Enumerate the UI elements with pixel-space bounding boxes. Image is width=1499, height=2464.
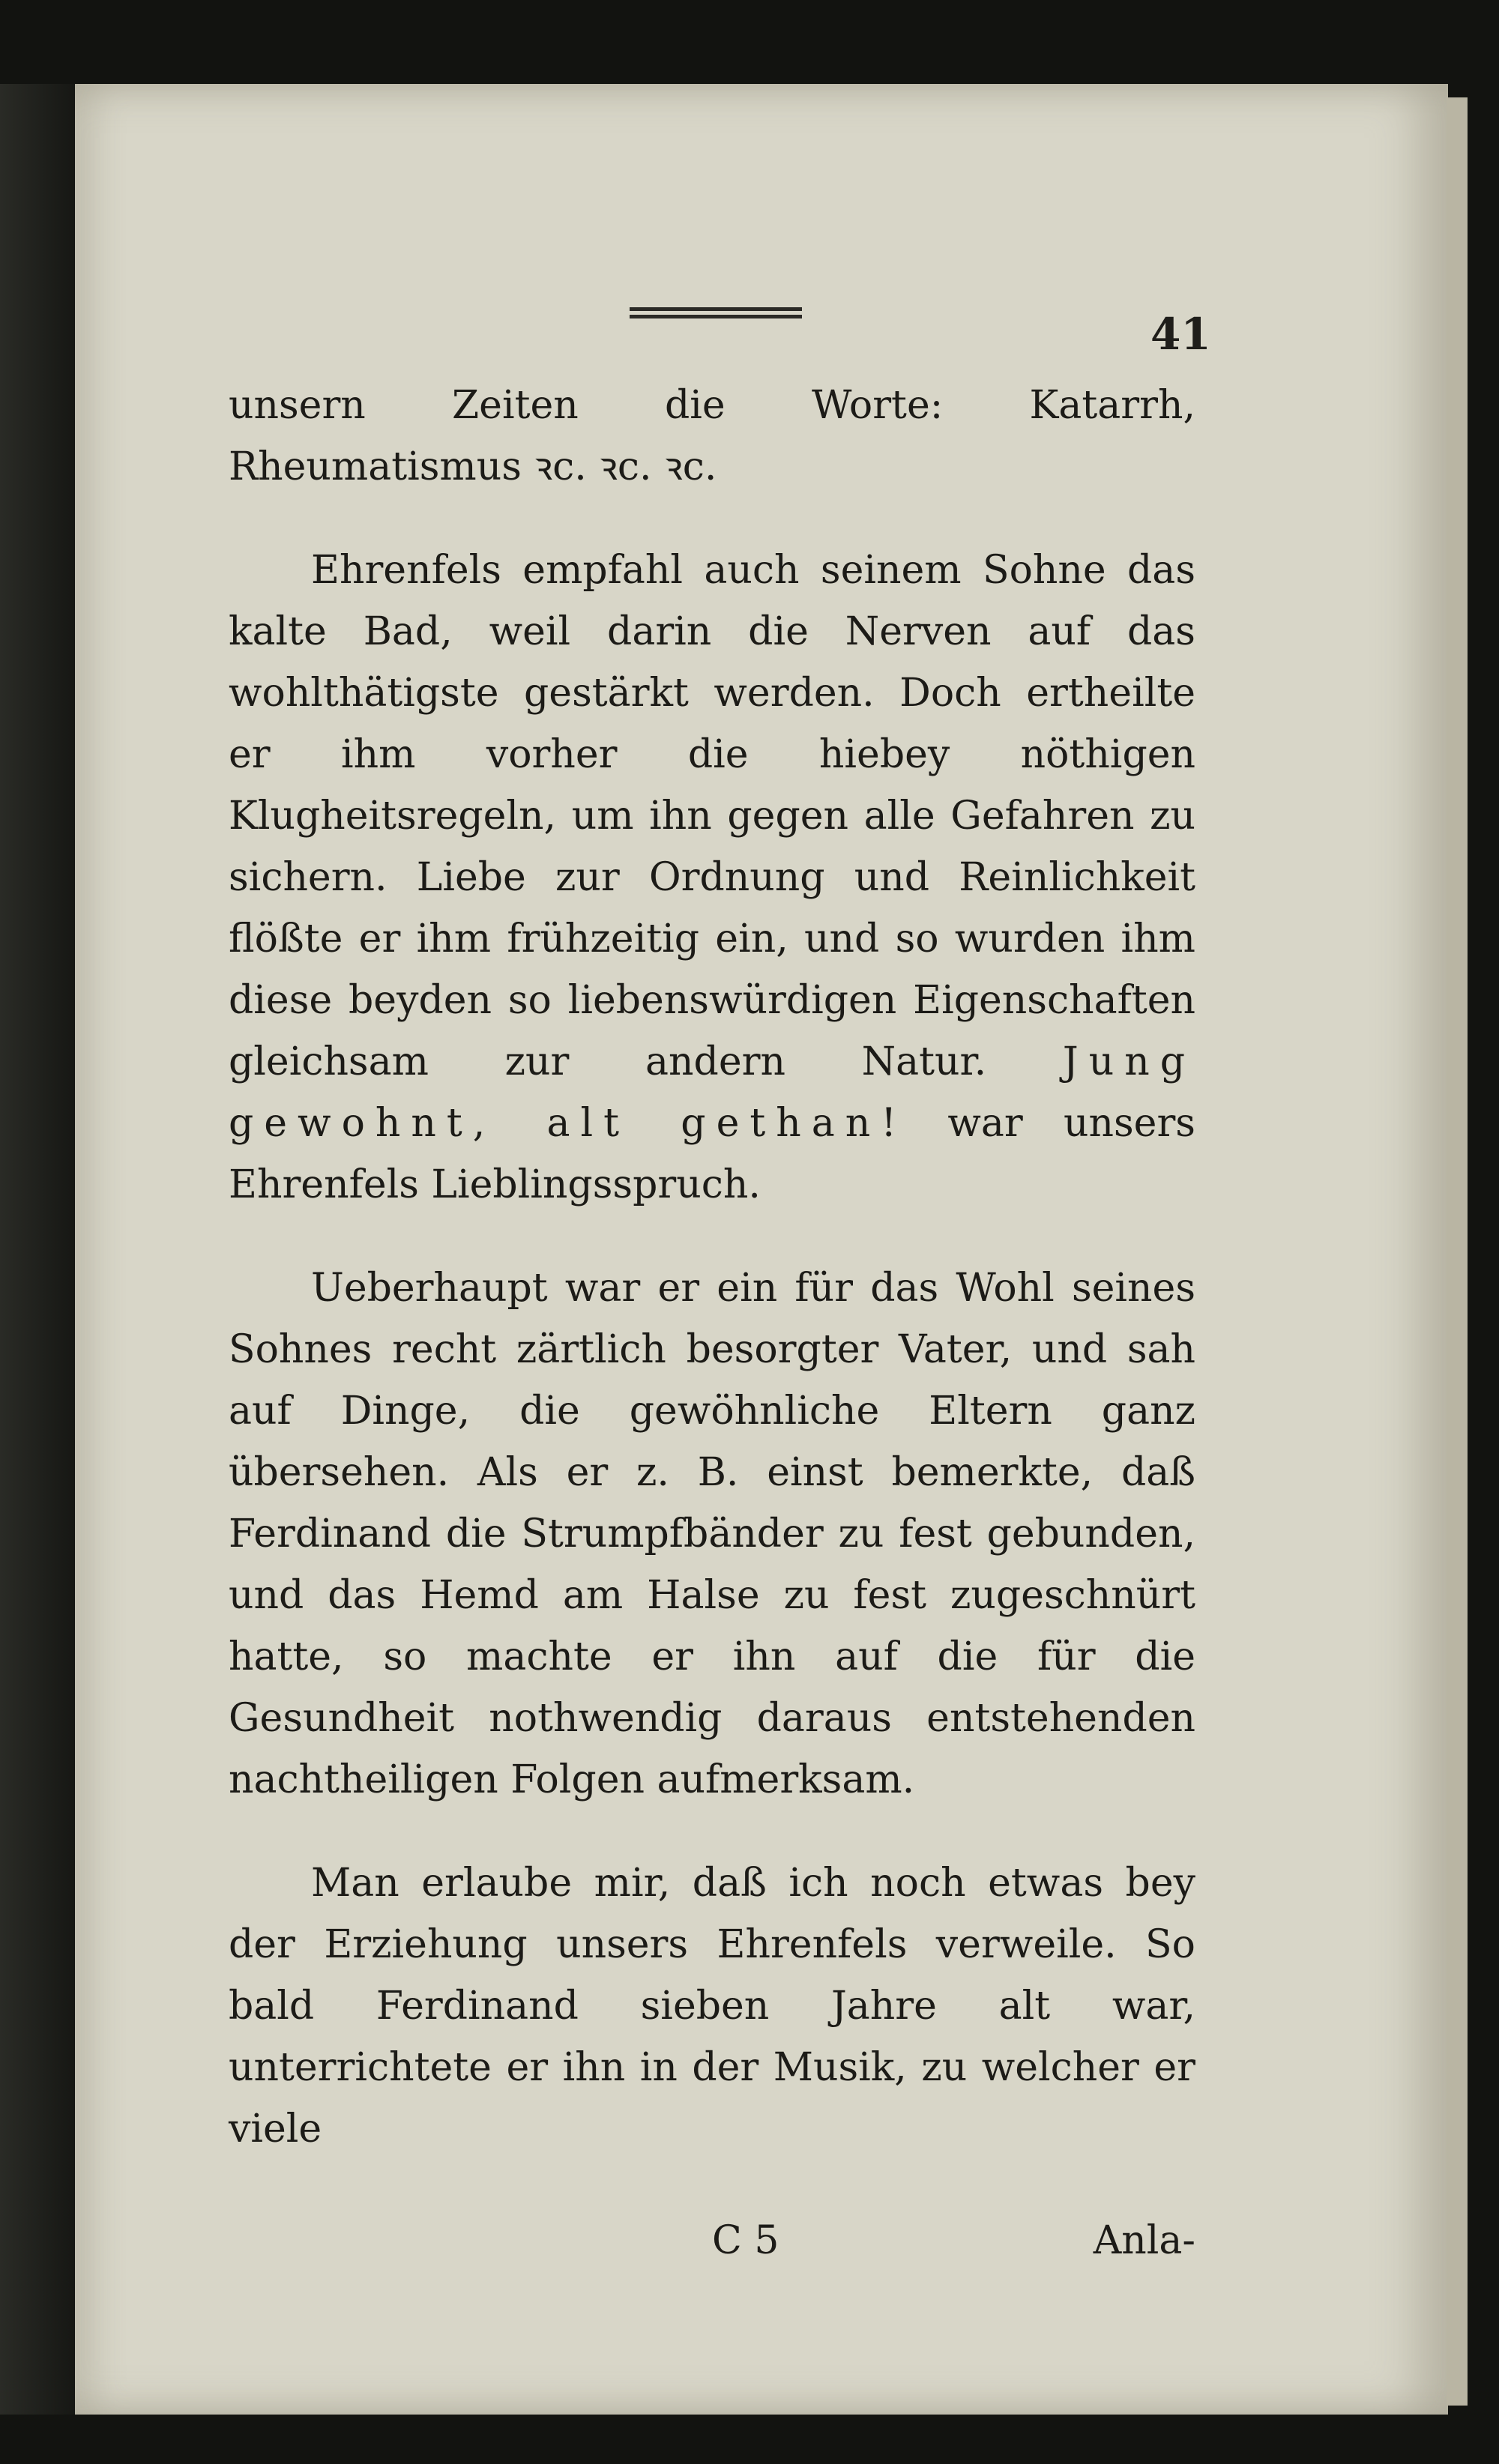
page-number: 41	[1150, 309, 1211, 360]
motto-spaced: Jung gewohnt, alt gethan!	[229, 1039, 1195, 1146]
catchword: Anla-	[1093, 2218, 1195, 2263]
header-rule	[630, 307, 802, 324]
paragraph-bath	[229, 540, 1195, 1216]
paragraph-continuation: unsern Zeiten die Worte: Katarrh, Rheumatismus ꝛc. ꝛc. ꝛc.	[229, 383, 1195, 489]
motto-tail: war unsers Ehrenfels Lieblingsspruch.	[229, 1101, 1195, 1207]
page-edge	[1447, 97, 1468, 2406]
paragraph-bath-text: Ehrenfels empfahl auch seinem Sohne das kalte Bad, weil darin die Nerven auf das wohlthätigste gestärkt werden. Doch ertheilte er ihm vorher die hiebey nöthigen Klugheitsregeln, um ihn gegen alle Gefahren zu sichern. Liebe zur Ordnung und Reinlichkeit flößte er ihm frühzeitig ein, und so wurden ihm diese beyden so liebenswürdigen Eigenschaften gleichsam zur andern Natur.	[229, 548, 1195, 1084]
page-footer	[229, 2218, 1195, 2286]
paragraph-music: Man erlaube mir, daß ich noch etwas bey der Erziehung unsers Ehrenfels verweile. So bald Ferdinand sieben Jahre alt war, unterrichtete er ihn in der Musik, zu welcher er viele	[229, 1861, 1195, 2152]
body-text	[229, 375, 1195, 2202]
signature-mark: C 5	[712, 2218, 779, 2263]
paragraph-father: Ueberhaupt war er ein für das Wohl seines Sohnes recht zärtlich besorgter Vater, und sah auf Dinge, die gewöhnliche Eltern ganz übersehen. Als er z. B. einst bemerkte, daß Ferdinand die Strumpfbänder zu fest gebunden, und das Hemd am Halse zu fest zugeschnürt hatte, so machte er ihn auf die für die Gesundheit nothwendig daraus entstehenden nachtheiligen Folgen aufmerksam.	[229, 1266, 1195, 1802]
